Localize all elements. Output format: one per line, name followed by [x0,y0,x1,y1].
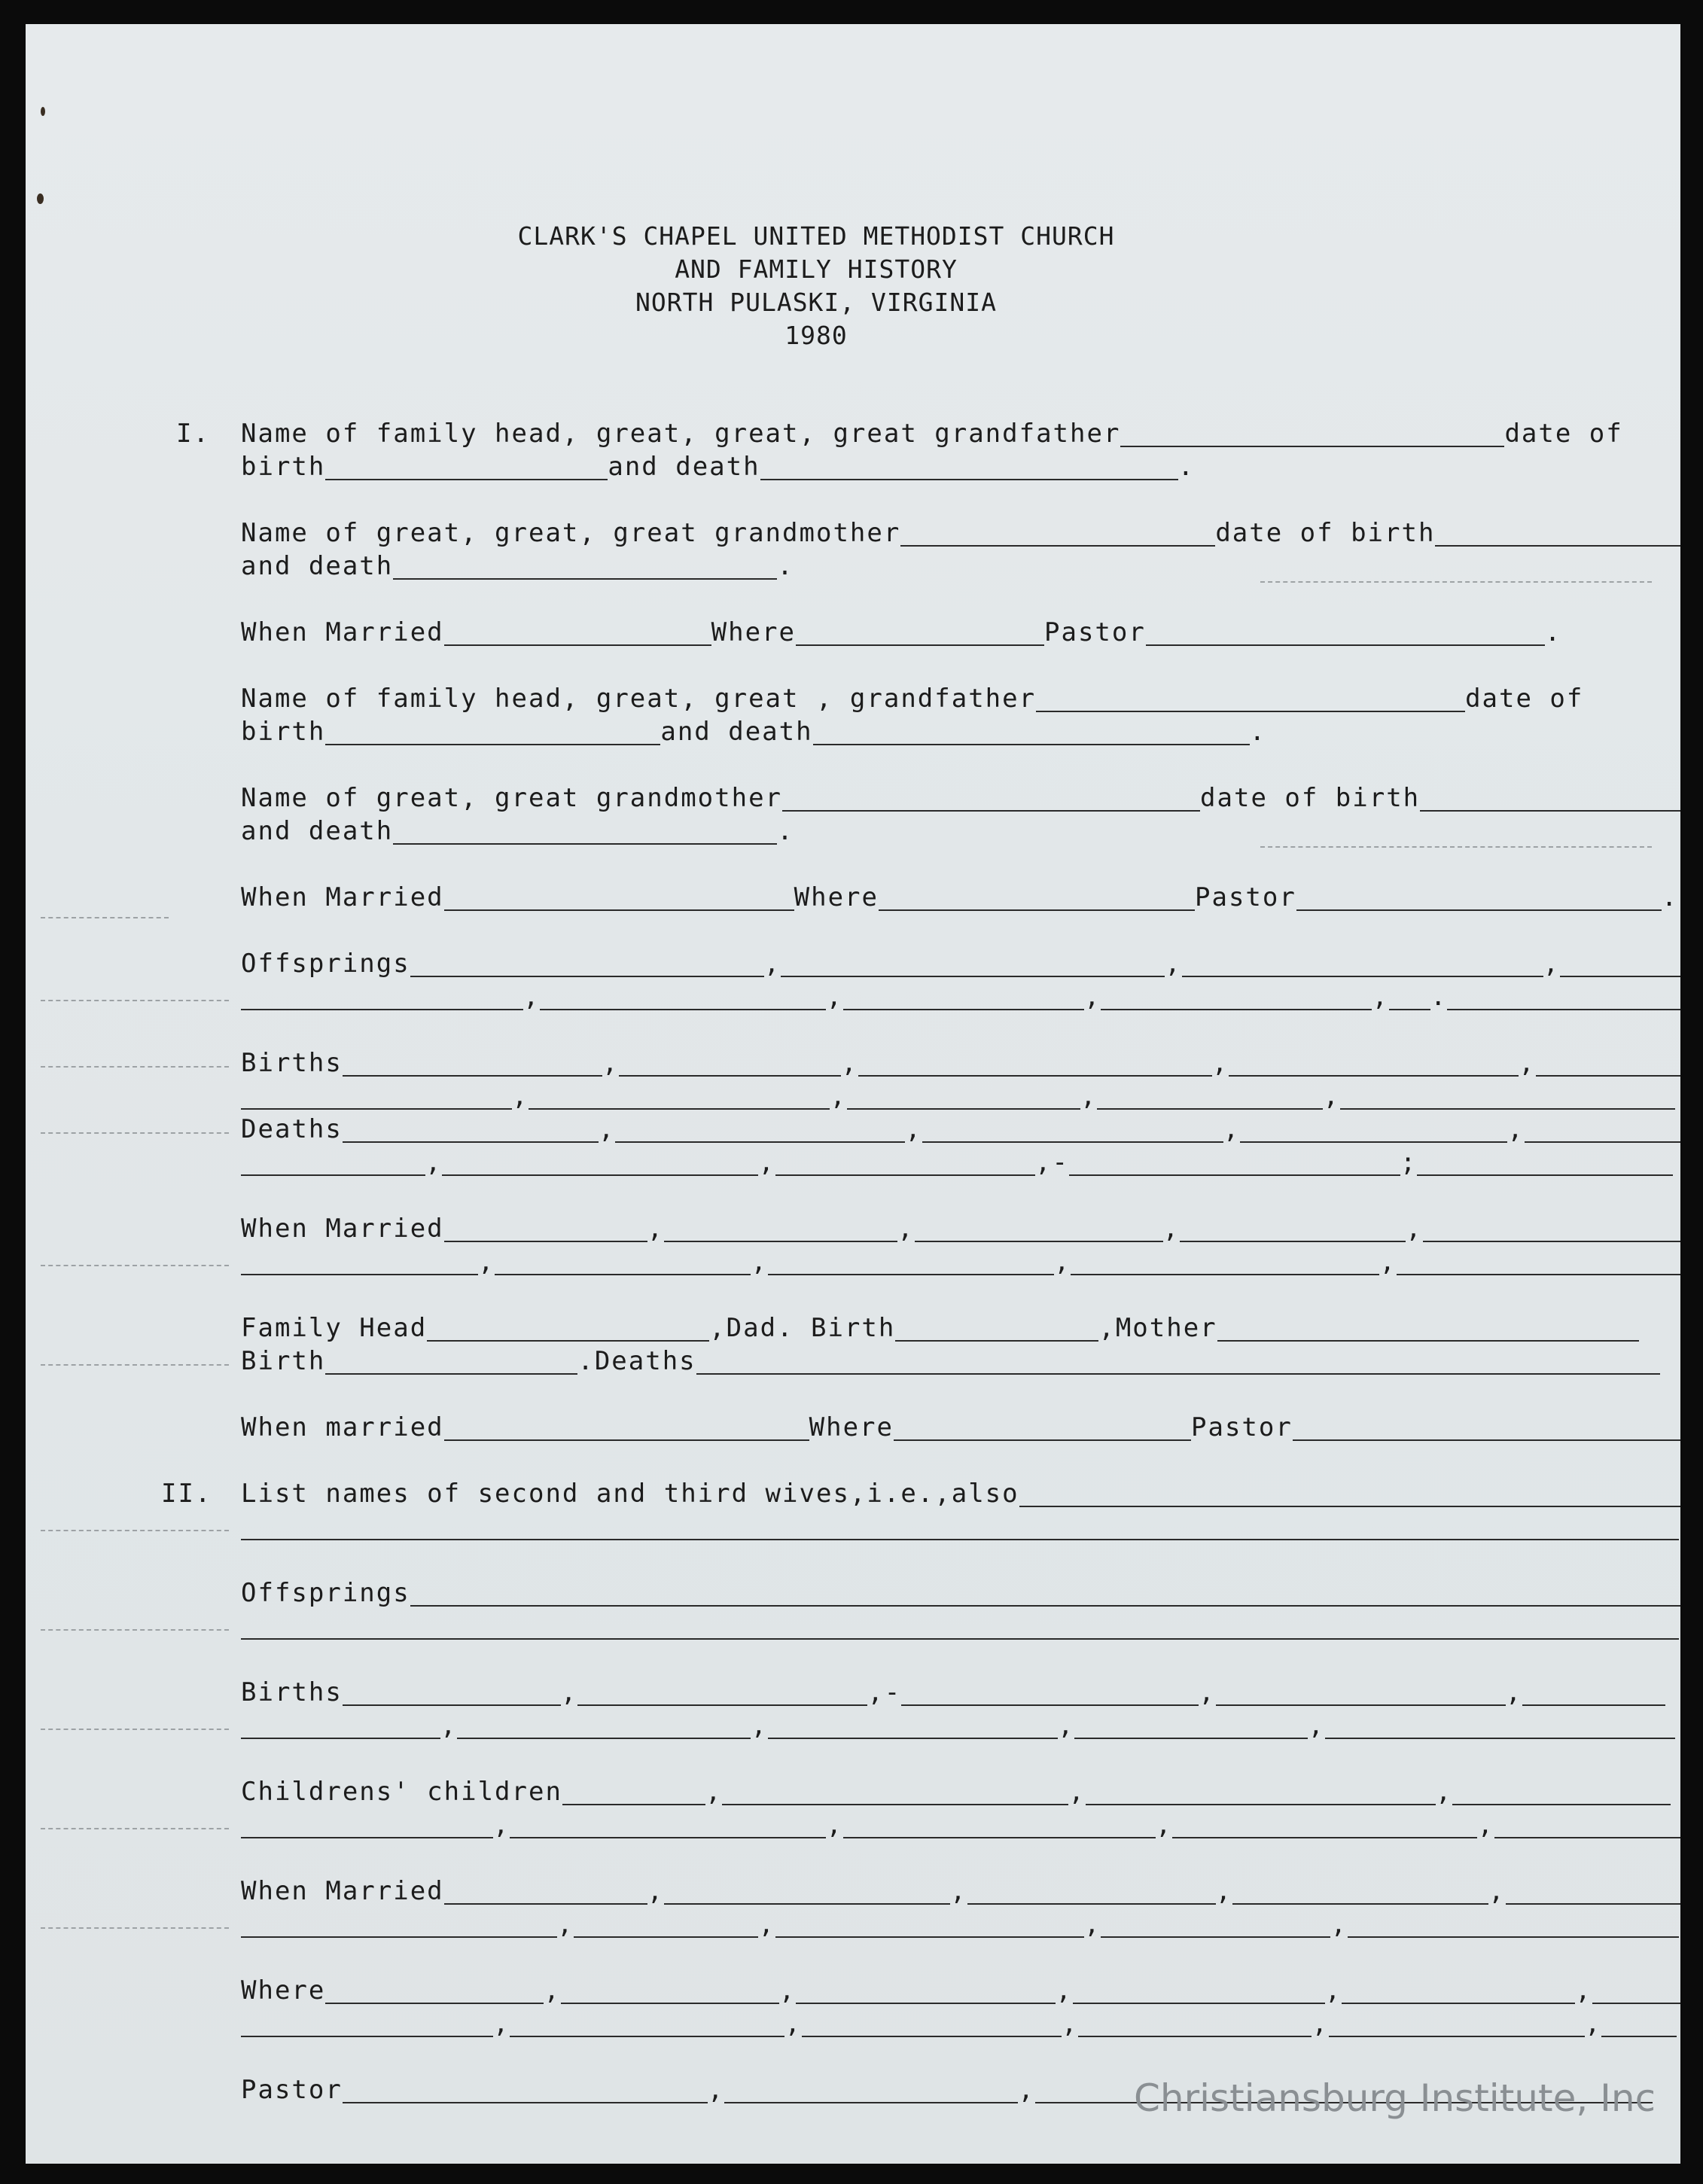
header-line-2: AND FAMILY HISTORY [675,254,958,284]
form-row [241,1477,1680,1510]
where-field[interactable] [796,616,1044,646]
label-period: . [777,551,794,581]
label-date-of-birth: date of birth [1215,518,1436,548]
label-deaths: Deaths [241,1114,343,1144]
comma: , [763,949,781,979]
bleed-through-line [41,1729,229,1730]
death-field[interactable] [1525,1113,1680,1143]
offspring-field[interactable] [540,980,826,1010]
comma: , [1057,1710,1075,1741]
birth-field[interactable] [343,1046,602,1077]
comma: , [1575,1975,1592,2006]
offspring-field[interactable] [1182,947,1543,977]
birth-field[interactable] [619,1046,841,1077]
birth-field[interactable] [1522,1676,1665,1706]
birth-field[interactable] [901,1676,1199,1706]
death-field[interactable] [442,1146,758,1176]
death-field[interactable] [615,1113,905,1143]
comma: , [1372,982,1389,1012]
comma: , [1308,1710,1325,1741]
comma: ,- [867,1677,902,1707]
label-where: Where [241,1975,326,2006]
birth-field[interactable] [1325,1709,1675,1739]
ggg-grandmother-birth-field[interactable] [1435,516,1680,547]
comma: , [1056,1975,1073,2006]
pastor-field[interactable] [343,2073,708,2103]
offspring-field[interactable] [1560,947,1680,977]
form-row [241,1411,1680,1444]
when-married-field[interactable] [495,1245,751,1275]
header-line-3: NORTH PULASKI, VIRGINIA [635,288,997,317]
form-row [241,1875,1680,1908]
label-ggg-grandmother: Name of great, great, great grandmother [241,518,901,548]
birth-field[interactable] [343,1676,561,1706]
form-row [241,1113,1680,1146]
bleed-through-line [41,1629,229,1631]
section-number-1: I. [176,419,210,449]
label-and-death: and death [608,452,760,482]
birth-field[interactable] [1097,1080,1323,1110]
label-date-of-birth: date of birth [1200,783,1421,813]
form-row [241,1775,1671,1808]
form-row [241,815,794,848]
comma: , [705,1777,723,1807]
birth-field[interactable] [1229,1046,1519,1077]
bleed-through-line [41,1828,229,1829]
when-married-field[interactable] [664,1875,950,1905]
form-row [241,1245,1680,1278]
comma: , [1584,2009,1602,2039]
comma: , [1155,1810,1173,1840]
when-married-field[interactable] [1180,1212,1406,1242]
comma: , [557,1909,574,1939]
form-row [241,1146,1673,1179]
comma: , [1080,1081,1098,1111]
gg-grandfather-death-field[interactable] [813,715,1250,745]
gg-grandfather-birth-field[interactable] [325,715,660,745]
when-married-field[interactable] [1397,1245,1680,1275]
bleed-through-line [41,1000,229,1001]
label-childrens-children: Childrens' children [241,1777,562,1807]
form-row [241,1212,1680,1245]
where-field[interactable] [894,1411,1191,1441]
comma: , [1068,1777,1086,1807]
label-when-married: When Married [241,1876,444,1906]
comma: , [758,1147,775,1177]
gg-grandfather-field[interactable] [1036,682,1465,712]
comma: , [1507,1114,1525,1144]
grandchild-field[interactable] [1172,1808,1477,1838]
comma: , [1505,1677,1523,1707]
label-and-death: and death [241,816,394,846]
form-row [241,947,1680,980]
death-field[interactable] [1417,1146,1673,1176]
form-row [241,980,1680,1013]
birth-field[interactable] [847,1080,1080,1110]
comma: , [897,1214,915,1244]
comma: , [647,1876,665,1906]
label-gg-grandmother: Name of great, great grandmother [241,783,783,813]
form-row [241,417,1623,450]
bleed-through-line [41,1927,229,1929]
offspring-field[interactable] [781,947,1165,977]
birth-field[interactable] [577,1676,867,1706]
comma: , [1519,1048,1536,1078]
label-pastor: Pastor [1191,1412,1293,1442]
birth-field[interactable] [1340,1080,1675,1110]
comma: , [1543,949,1561,979]
where-field[interactable] [510,2007,784,2037]
other-wives-field[interactable] [241,1510,1679,1540]
comma: , [1215,1876,1233,1906]
when-married-field[interactable] [967,1875,1216,1905]
dad-birth-field[interactable] [895,1311,1098,1342]
label-and-death: and death [660,717,813,747]
comma: , [751,1247,768,1277]
comma: , [830,1081,847,1111]
where-field[interactable] [802,2007,1062,2037]
offspring-field[interactable] [1389,980,1430,1010]
ggg-grandfather-death-field[interactable] [760,450,1178,480]
death-field[interactable] [1069,1146,1400,1176]
comma: , [1488,1876,1506,1906]
when-married-field[interactable] [1101,1908,1330,1938]
label-period: . [1661,882,1679,912]
label-date-of: date of [1465,684,1584,714]
form-row [241,1576,1680,1610]
when-married-field[interactable] [444,1875,647,1905]
where-field[interactable] [561,1974,779,2004]
when-married-field[interactable] [444,1411,809,1441]
label-offsprings: Offsprings [241,949,410,979]
form-row [241,1080,1675,1113]
comma: , [905,1114,922,1144]
birth-field[interactable] [768,1709,1058,1739]
when-married-field[interactable] [1348,1908,1679,1938]
comma: , [784,2009,802,2039]
form-row [241,1974,1680,2007]
when-married-field[interactable] [1506,1875,1680,1905]
family-deaths-field[interactable] [696,1345,1660,1375]
comma: , [1323,1081,1340,1111]
grandchild-field[interactable] [1452,1775,1671,1805]
bleed-through-line [41,917,169,918]
comma: , [1435,1777,1453,1807]
when-married-field[interactable] [1232,1875,1488,1905]
period: . [1430,982,1448,1012]
comma: , [425,1147,443,1177]
offspring-field[interactable] [241,1610,1679,1640]
bleed-through-line [41,1364,229,1366]
comma: , [1018,2075,1035,2105]
grandchild-field[interactable] [843,1808,1156,1838]
ggg-grandfather-birth-field[interactable] [325,450,608,480]
comma: , [1330,1909,1348,1939]
semicolon: ; [1400,1147,1418,1177]
comma: , [1406,1214,1423,1244]
grandchild-field[interactable] [1494,1808,1680,1838]
comma: , [512,1081,529,1111]
label-list-names: List names of second and third wives,i.e.,also [241,1479,1019,1509]
comma: , [1223,1114,1241,1144]
header-line-4: 1980 [784,321,848,350]
where-field[interactable] [241,2007,493,2037]
where-field[interactable] [325,1974,544,2004]
comma: , [826,1810,843,1840]
watermark: Christiansburg Institute, Inc [1134,2076,1656,2120]
when-married-field[interactable] [1071,1245,1379,1275]
when-married-field[interactable] [241,1908,557,1938]
grandchild-field[interactable] [1086,1775,1436,1805]
form-row [241,1908,1679,1941]
pastor-field[interactable] [1296,881,1662,911]
label-date-of: date of [1504,419,1623,449]
where-field[interactable] [796,1974,1056,2004]
form-row [241,616,1561,649]
form-row [241,1345,1660,1378]
where-field[interactable] [1342,1974,1575,2004]
when-married-field[interactable] [664,1212,897,1242]
death-field[interactable] [343,1113,599,1143]
label-pastor: Pastor [1195,882,1296,912]
label-births: Births [241,1048,343,1078]
label-period: . [1177,452,1196,482]
comma: , [1165,949,1182,979]
section-number-2: II. [161,1479,212,1509]
label-birth: birth [241,452,326,482]
bleed-through-line [41,1265,229,1266]
label-period: . [1544,617,1562,647]
bleed-through-line [41,1066,229,1068]
death-field[interactable] [922,1113,1223,1143]
comma: , [841,1048,858,1078]
birth-field[interactable] [858,1046,1212,1077]
form-row [241,715,1266,748]
gg-grandmother-death-field[interactable] [393,815,777,845]
comma: , [1162,1214,1181,1244]
comma: , [598,1114,616,1144]
where-field[interactable] [1329,2007,1585,2037]
comma: , [1083,1909,1101,1939]
where-field[interactable] [1601,2007,1677,2037]
label-offsprings: Offsprings [241,1578,410,1608]
death-field[interactable] [1240,1113,1507,1143]
comma: , [1083,982,1101,1012]
comma: , [1061,2009,1079,2039]
family-birth-field[interactable] [325,1345,577,1375]
form-row [241,881,1678,914]
comma: , [493,1810,510,1840]
when-married-field[interactable] [775,1908,1084,1938]
comma: , [647,1214,665,1244]
label-period: . [777,816,794,846]
offspring-field[interactable] [1447,980,1680,1010]
when-married-field[interactable] [768,1245,1054,1275]
label-period: . [1249,717,1267,747]
label-pastor: Pastor [241,2075,343,2105]
comma: , [950,1876,967,1906]
when-married-field[interactable] [241,1245,478,1275]
label-where: Where [711,617,796,647]
label-when-married: When married [241,1412,444,1442]
form-row [241,1610,1679,1643]
offspring-field[interactable] [843,980,1084,1010]
birth-field[interactable] [529,1080,830,1110]
bleed-through-line [41,1530,229,1531]
label-when-married: When Married [241,882,444,912]
birth-field[interactable] [241,1709,440,1739]
when-married-field[interactable] [444,1212,647,1242]
death-field[interactable] [241,1146,425,1176]
form-page [26,24,1680,2164]
when-married-field[interactable] [444,881,794,911]
mother-field[interactable] [1217,1311,1639,1342]
grandchild-field[interactable] [562,1775,705,1805]
punch-hole [41,107,45,116]
where-field[interactable] [1078,2007,1312,2037]
document-header [26,220,1607,352]
label-and-death: and death [241,551,394,581]
birth-field[interactable] [1074,1709,1308,1739]
offspring-field[interactable] [1101,980,1372,1010]
form-row [241,550,794,583]
when-married-field[interactable] [1423,1212,1680,1242]
ggg-grandmother-field[interactable] [900,516,1215,547]
comma: , [751,1710,768,1741]
label-where: Where [809,1412,894,1442]
comma: , [493,2009,510,2039]
comma: , [560,1677,578,1707]
label-pastor: Pastor [1044,617,1146,647]
where-field[interactable] [1592,1974,1680,2004]
family-head-field[interactable] [427,1311,709,1342]
birth-field[interactable] [457,1709,751,1739]
header-line-1: CLARK'S CHAPEL UNITED METHODIST CHURCH [517,221,1115,251]
where-field[interactable] [879,881,1195,911]
ggg-grandfather-field[interactable] [1120,417,1504,447]
when-married-field[interactable] [444,616,711,646]
bleed-through-line [41,1132,229,1134]
comma: , [1324,1975,1342,2006]
bleed-through-line [1260,581,1652,583]
label-dad-birth: ,Dad. Birth [709,1313,896,1343]
offspring-field[interactable] [241,980,523,1010]
offspring-field[interactable] [410,1576,1680,1607]
comma: , [1211,1048,1229,1078]
birth-field[interactable] [1216,1676,1506,1706]
form-row [241,1676,1665,1709]
comma: , [758,1909,775,1939]
comma: , [440,1710,458,1741]
label-birth: birth [241,717,326,747]
form-row [241,1709,1675,1742]
form-row [241,682,1583,715]
comma: , [1053,1247,1071,1277]
label-family-head: Family Head [241,1313,428,1343]
comma: , [826,982,843,1012]
label-birth: Birth [241,1346,326,1376]
comma: , [523,982,541,1012]
comma: , [778,1975,797,2006]
death-field[interactable] [775,1146,1035,1176]
form-row [241,1046,1680,1080]
form-row [241,450,1195,483]
pastor-field[interactable] [724,2073,1018,2103]
bleed-through-line [1260,846,1652,848]
comma: , [478,1247,495,1277]
comma: , [1199,1677,1216,1707]
birth-field[interactable] [1536,1046,1680,1077]
form-row [241,1510,1679,1543]
comma: , [544,1975,561,2006]
comma: , [707,2075,725,2105]
pastor-field[interactable] [1146,616,1545,646]
label-when-married: When Married [241,1214,444,1244]
label-where: Where [794,882,879,912]
punch-hole [37,193,44,204]
comma: , [1477,1810,1494,1840]
pastor-field[interactable] [1293,1411,1680,1441]
label-ggg-grandfather: Name of family head, great, great, great grandfather [241,419,1121,449]
other-wives-field[interactable] [1019,1477,1680,1507]
form-row [241,1311,1639,1345]
grandchild-field[interactable] [241,1808,493,1838]
label-gg-grandfather: Name of family head, great, great , grandfather [241,684,1037,714]
comma: , [602,1048,620,1078]
ggg-grandmother-death-field[interactable] [393,550,777,580]
when-married-field[interactable] [574,1908,758,1938]
form-row [241,2007,1677,2040]
gg-grandmother-field[interactable] [782,781,1200,812]
label-mother: ,Mother [1098,1313,1217,1343]
label-deaths: .Deaths [577,1346,696,1376]
label-births: Births [241,1677,343,1707]
comma: ,- [1034,1147,1069,1177]
where-field[interactable] [1073,1974,1325,2004]
grandchild-field[interactable] [722,1775,1068,1805]
offspring-field[interactable] [410,947,764,977]
grandchild-field[interactable] [510,1808,826,1838]
label-when-married: When Married [241,617,444,647]
when-married-field[interactable] [915,1212,1163,1242]
comma: , [1312,2009,1329,2039]
comma: , [1379,1247,1397,1277]
form-row [241,1808,1680,1841]
gg-grandmother-birth-field[interactable] [1420,781,1680,812]
form-row [241,781,1680,815]
form-row [241,516,1680,550]
birth-field[interactable] [241,1080,512,1110]
